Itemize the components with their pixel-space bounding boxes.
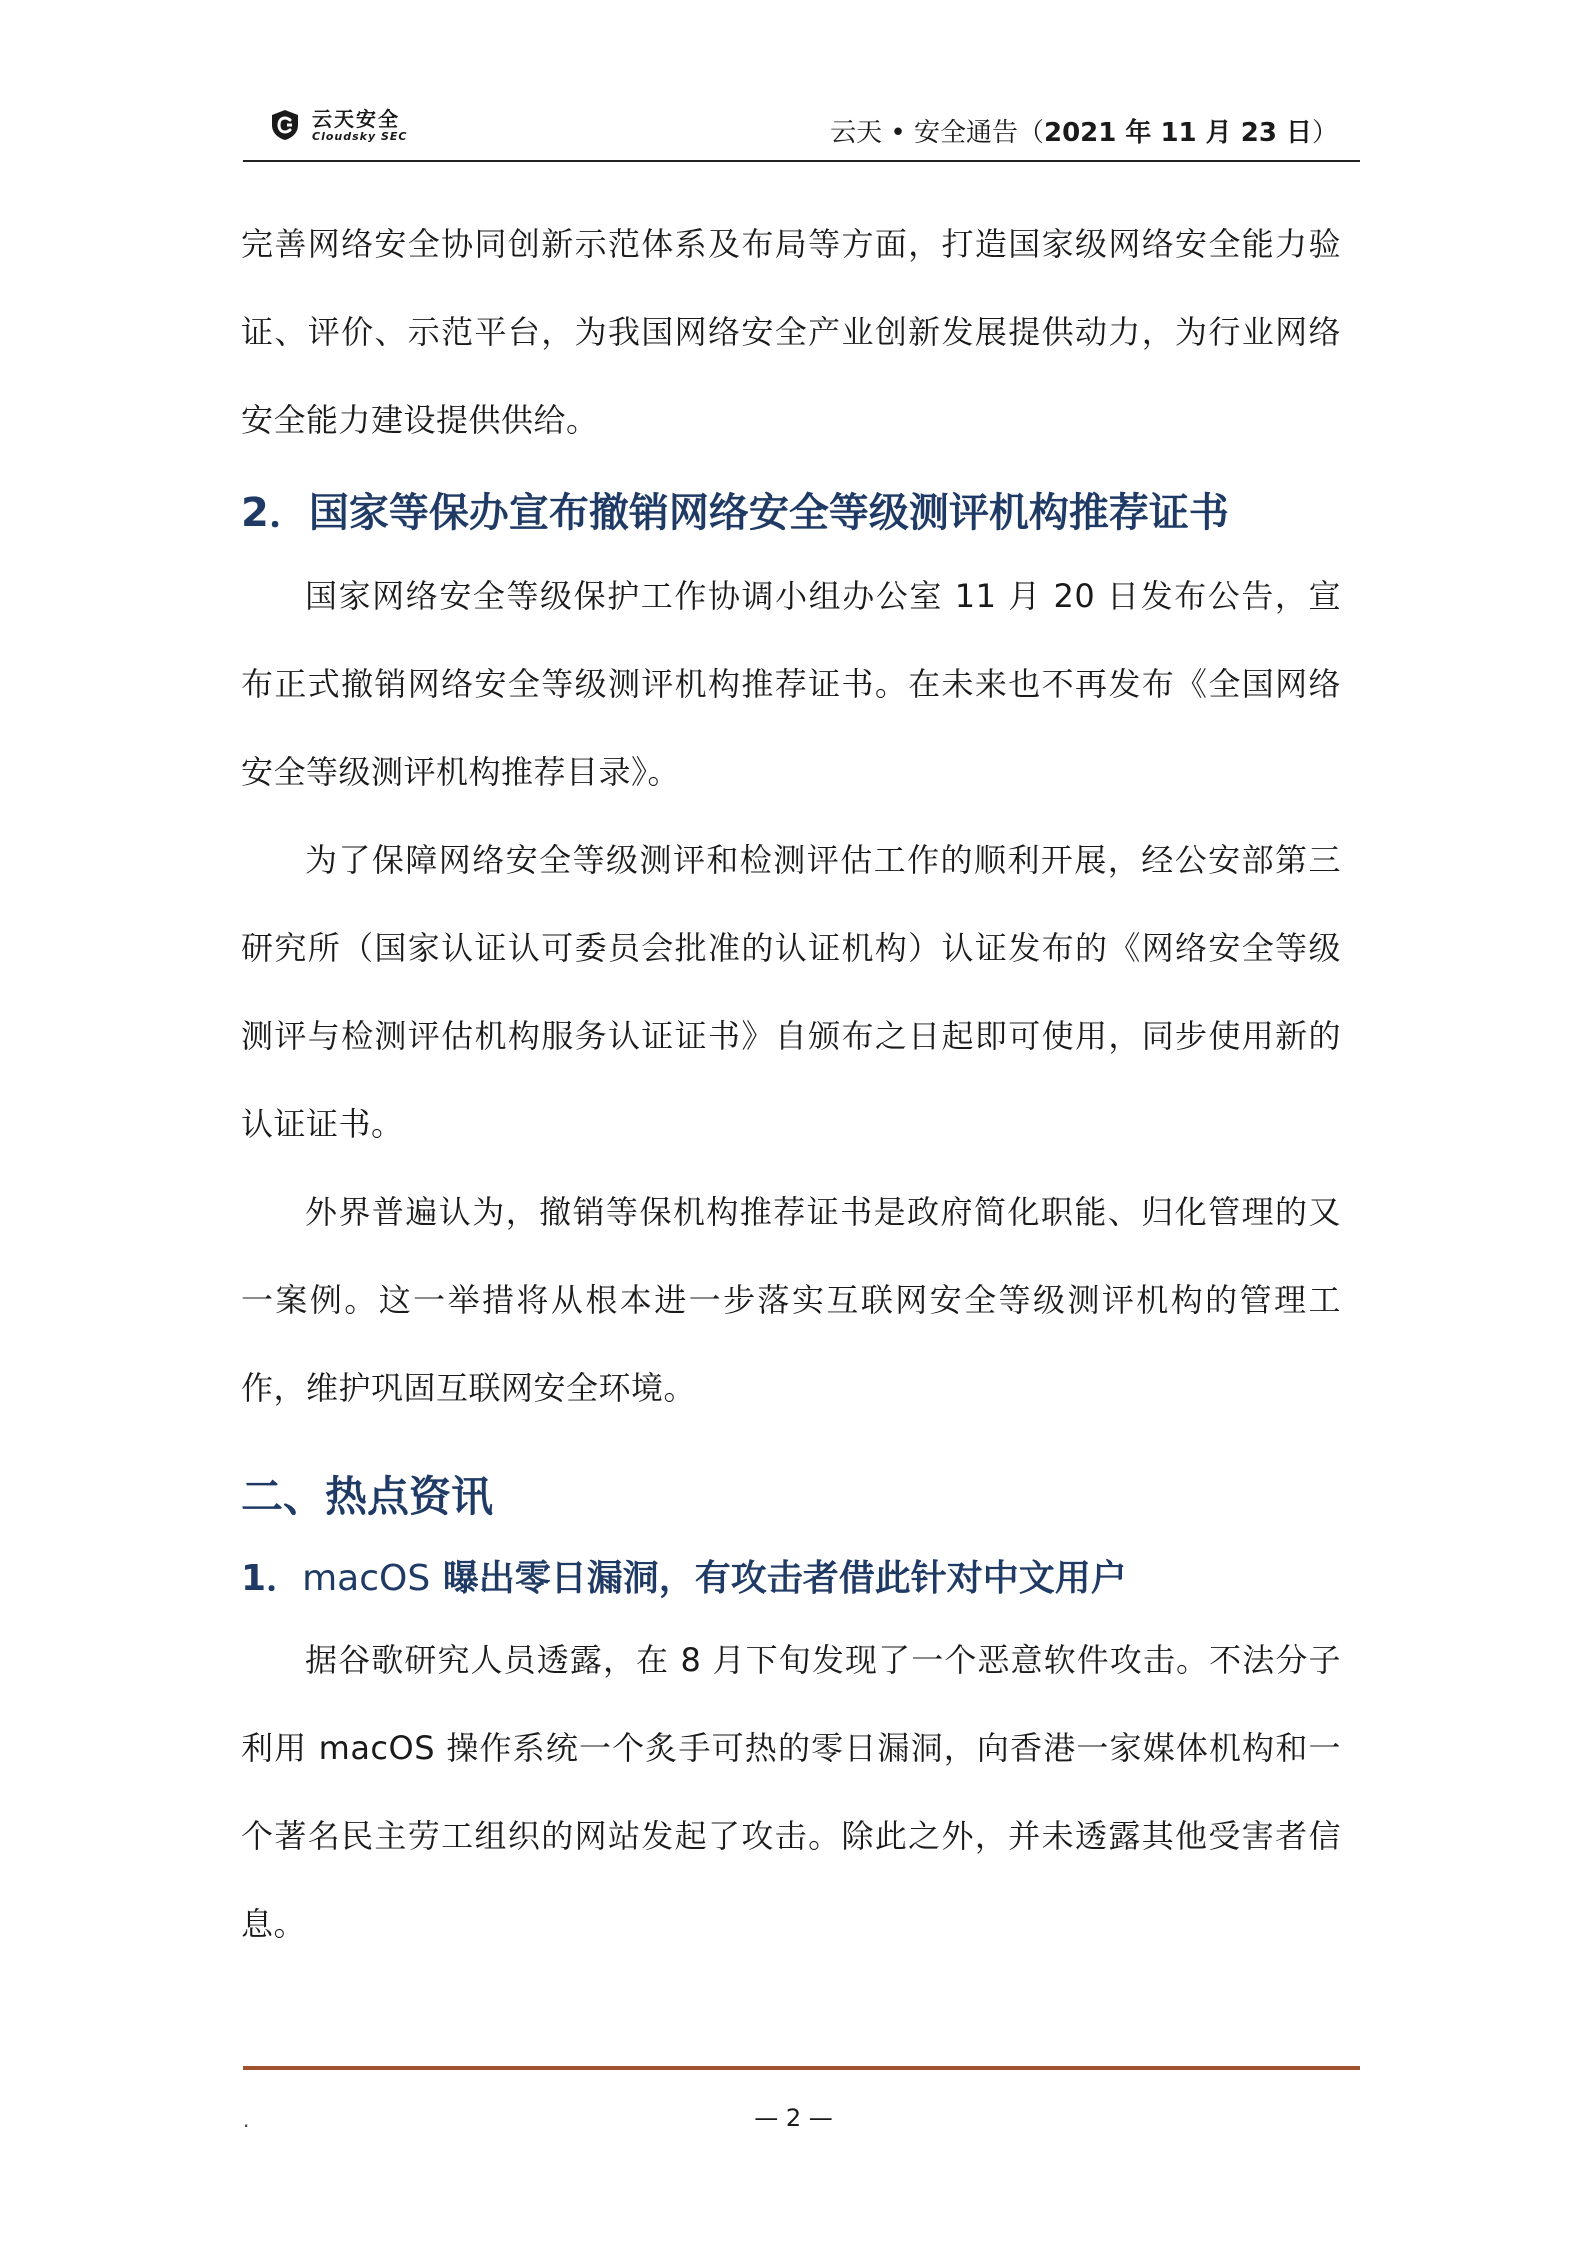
- main-content: [241, 200, 1341, 1968]
- logo-english-name: Cloudsky SEC: [312, 129, 408, 143]
- page-number: — 2 —: [754, 2104, 833, 2132]
- bulletin-title: [830, 112, 1338, 149]
- header-divider: [243, 160, 1360, 162]
- logo-chinese-name: 云天安全: [312, 106, 400, 131]
- heading-news-2: 2．国家等保办宣布撤销网络安全等级测评机构推荐证书: [241, 490, 1229, 536]
- bulletin-date: 2021 年 11 月 23 日: [1043, 118, 1312, 148]
- heading-text: 曝出零日漏洞，有攻击者借此针对中文用户: [430, 1558, 1127, 1599]
- footer-divider: [243, 2066, 1360, 2070]
- paragraph-announcement: 国家网络安全等级保护工作协调小组办公室 11 月 20 日发布公告，宣布正式撤销网络安全等级测评机构推荐证书。在未来也不再发布《全国网络安全等级测评机构推荐目录》。: [241, 577, 1341, 791]
- company-logo: [268, 100, 407, 150]
- page-header: [243, 96, 1360, 162]
- paragraph-macos-attack: 据谷歌研究人员透露，在 8 月下旬发现了一个恶意软件攻击。不法分子利用 macOS 操作系统一个炙手可热的零日漏洞，向香港一家媒体机构和一个著名民主劳工组织的网站发起了攻击。除此之外，并未透露其他受害者信息。: [241, 1641, 1341, 1943]
- heading-number: 1．: [241, 1558, 303, 1599]
- heading-product: macOS: [302, 1558, 431, 1599]
- heading-macos-zero-day: [241, 1544, 1341, 1614]
- paragraph-platform: 完善网络安全协同创新示范体系及布局等方面，打造国家级网络安全能力验证、评价、示范平台，为我国网络安全产业创新发展提供动力，为行业网络安全能力建设提供供给。: [241, 225, 1341, 439]
- footer-mark: .: [243, 2108, 250, 2132]
- section-heading-hot-news: 二、热点资讯: [241, 1472, 494, 1521]
- paragraph-certification: 为了保障网络安全等级测评和检测评估工作的顺利开展，经公安部第三研究所（国家认证认可委员会批准的认证机构）认证发布的《网络安全等级测评与检测评估机构服务认证证书》自颁布之日起即可使用，同步使用新的认证证书。: [241, 841, 1341, 1143]
- paragraph-opinion: 外界普遍认为，撤销等保机构推荐证书是政府简化职能、归化管理的又一案例。这一举措将从根本进一步落实互联网安全等级测评机构的管理工作，维护巩固互联网安全环境。: [241, 1193, 1341, 1407]
- bulletin-title-suffix: ）: [1311, 118, 1338, 148]
- logo-shield-icon: [268, 108, 302, 142]
- bulletin-title-prefix: 云天 • 安全通告（: [830, 118, 1044, 148]
